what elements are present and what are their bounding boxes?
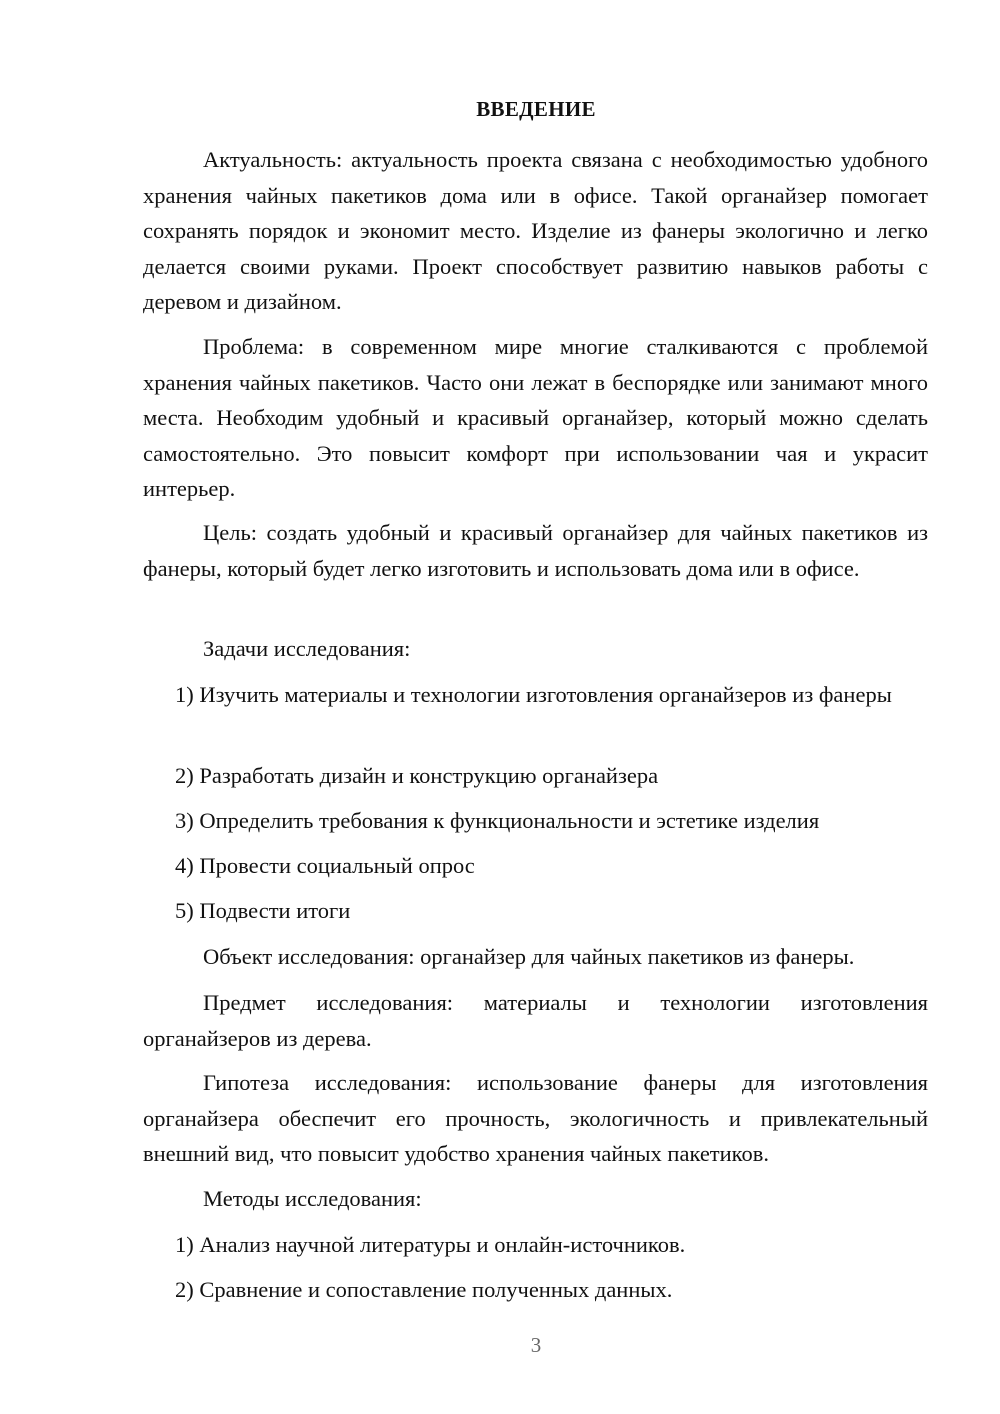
section-title: ВВЕДЕНИЕ (476, 97, 596, 121)
object-paragraph: Объект исследования: органайзер для чайных пакетиков из фанеры. (203, 944, 855, 969)
method-item: 1) Анализ научной литературы и онлайн-источников. (175, 1232, 686, 1257)
hypothesis-paragraph: Гипотеза исследования: использование фанеры для изготовления органайзера обеспечит его прочность, экологичность и привлекательный внешний вид, что повысит удобство хранения чайных пакетиков. (143, 1070, 928, 1166)
relevance-paragraph: Актуальность: актуальность проекта связана с необходимостью удобного хранения чайных пакетиков дома или в офисе. Такой органайзер помогает сохранять порядок и экономит место. Изделие из фанеры экологично и легко делается своими руками. Проект способствует развитию навыков работы с деревом и дизайном. (143, 147, 928, 314)
task-item: 3) Определить требования к функциональности и эстетике изделия (175, 808, 820, 833)
page-number: 3 (530, 1333, 542, 1357)
methods-heading: Методы исследования: (203, 1186, 422, 1211)
tasks-heading: Задачи исследования: (203, 636, 411, 661)
task-item: 5) Подвести итоги (175, 898, 351, 923)
task-item: 2) Разработать дизайн и конструкцию органайзера (175, 763, 659, 788)
problem-paragraph: Проблема: в современном мире многие сталкиваются с проблемой хранения чайных пакетиков. Часто они лежат в беспорядке или занимают много места. Необходим удобный и красивый органайзер, который можно сделать самостоятельно. Это повысит комфорт при использовании чая и украсит интерьер. (143, 334, 928, 501)
goal-paragraph: Цель: создать удобный и красивый органайзер для чайных пакетиков из фанеры, который будет легко изготовить и использовать дома или в офисе. (143, 520, 928, 581)
task-item: 4) Провести социальный опрос (175, 853, 475, 878)
method-item: 2) Сравнение и сопоставление полученных данных. (175, 1277, 673, 1302)
subject-paragraph: Предмет исследования: материалы и технологии изготовления органайзеров из дерева. (143, 990, 928, 1051)
task-item: 1) Изучить материалы и технологии изготовления органайзеров из фанеры (175, 682, 892, 707)
